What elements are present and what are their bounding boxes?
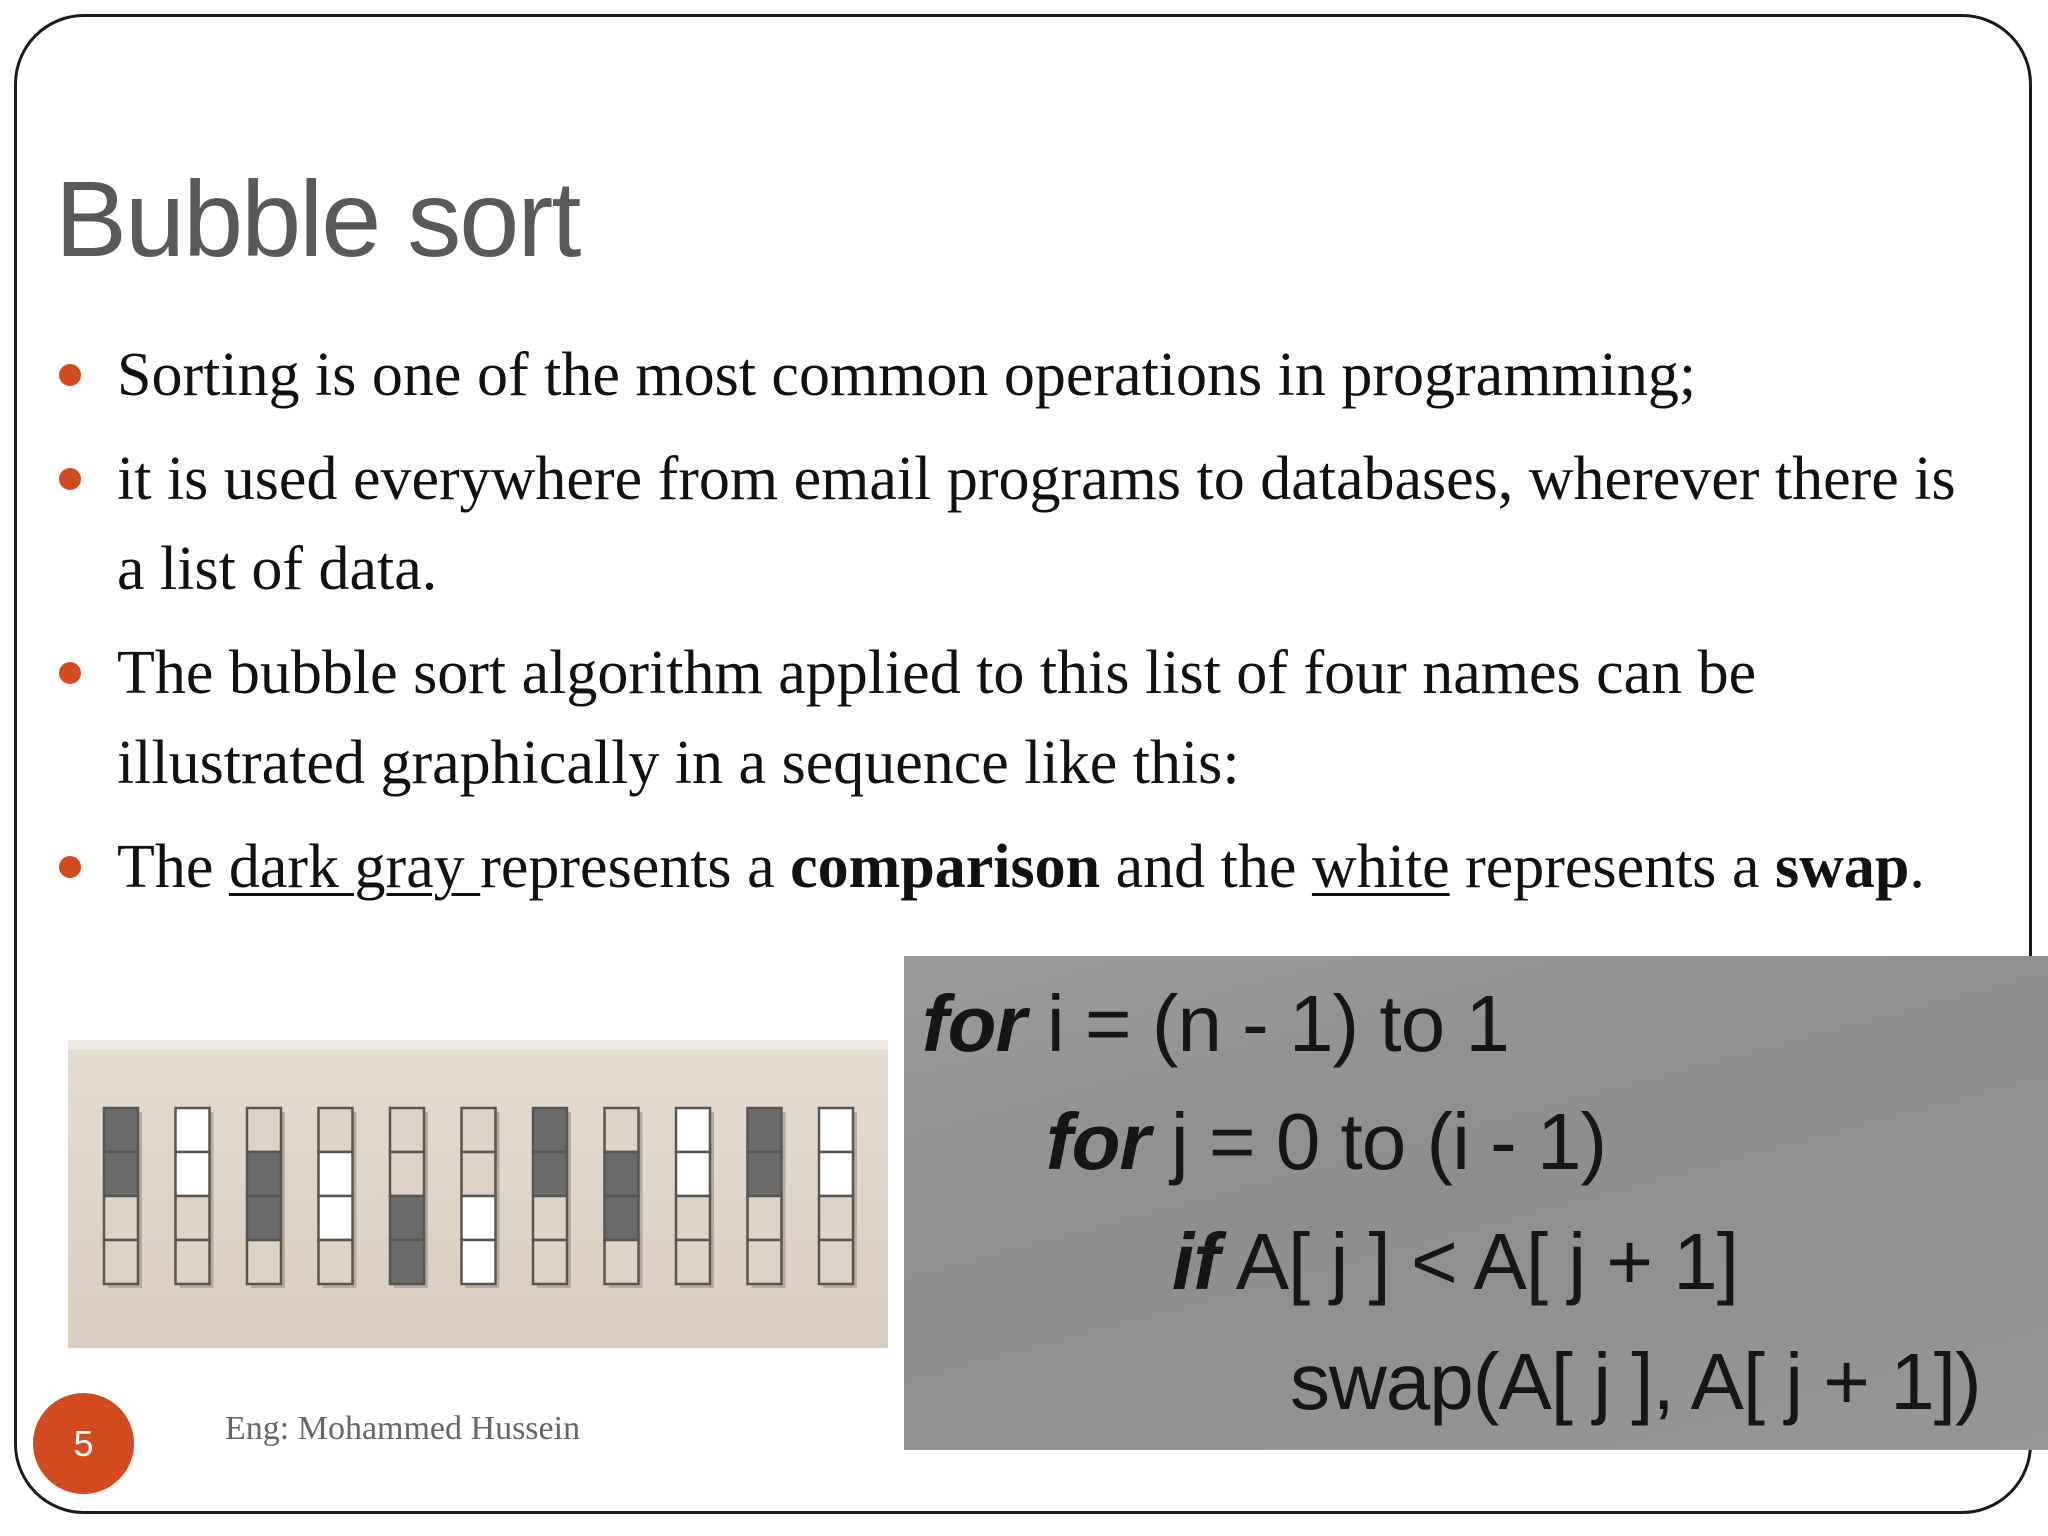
sort-columns-graphic <box>68 1050 888 1348</box>
sort-column <box>605 1108 643 1288</box>
sort-cell-plain <box>104 1240 138 1284</box>
sort-column <box>319 1108 357 1288</box>
sort-cell-plain <box>104 1196 138 1240</box>
sort-cell-white <box>319 1196 353 1240</box>
bullet-item <box>55 434 1985 614</box>
sort-cell-plain <box>676 1240 710 1284</box>
sort-cell-white <box>676 1152 710 1196</box>
sort-cell-plain <box>390 1108 424 1152</box>
sort-cell-plain <box>319 1108 353 1152</box>
sort-column <box>104 1108 142 1288</box>
comparison-term: comparison <box>790 833 1101 901</box>
bullet-item <box>55 822 1985 912</box>
sort-cell-dark <box>748 1108 782 1152</box>
sort-column <box>533 1108 571 1288</box>
bullet-item <box>55 330 1985 420</box>
sort-cell-dark <box>533 1152 567 1196</box>
sort-cell-white <box>319 1152 353 1196</box>
bullet-dot-icon <box>59 856 81 878</box>
code-line-1 <box>922 978 1509 1070</box>
bullet-text: Sorting is one of the most common operations in programming; <box>117 341 1697 409</box>
sort-cell-dark <box>104 1152 138 1196</box>
sort-cell-dark <box>605 1152 639 1196</box>
sort-cell-plain <box>533 1240 567 1284</box>
code-text: A[ j ] < A[ j + 1] <box>1218 1217 1738 1306</box>
bullet-dot-icon <box>59 468 81 490</box>
sort-cell-dark <box>247 1152 281 1196</box>
code-keyword: if <box>1172 1217 1219 1306</box>
code-text: j = 0 to (i - 1) <box>1149 1097 1607 1186</box>
sort-cell-white <box>819 1108 853 1152</box>
slide-title: Bubble sort <box>55 158 580 279</box>
sort-cell-plain <box>605 1240 639 1284</box>
page-number-badge: 5 <box>33 1393 134 1494</box>
sort-cell-dark <box>104 1108 138 1152</box>
sort-cell-white <box>676 1108 710 1152</box>
sort-cell-plain <box>819 1240 853 1284</box>
code-line-2 <box>1046 1096 1606 1188</box>
sort-cell-dark <box>247 1196 281 1240</box>
sort-cell-plain <box>533 1196 567 1240</box>
footer-author: Eng: Mohammed Hussein <box>225 1410 581 1447</box>
sort-cell-plain <box>247 1108 281 1152</box>
white-term: white <box>1311 833 1450 901</box>
bullet-text-part: represents a <box>480 833 791 901</box>
code-line-3 <box>1172 1216 1738 1308</box>
bullet-dot-icon <box>59 364 81 386</box>
sort-cell-dark <box>605 1196 639 1240</box>
sort-cell-plain <box>176 1196 210 1240</box>
bullet-dot-icon <box>59 662 81 684</box>
sort-cell-plain <box>676 1196 710 1240</box>
bubble-sort-illustration <box>68 1040 888 1348</box>
sort-cell-white <box>176 1152 210 1196</box>
sort-column <box>176 1108 214 1288</box>
swap-term: swap <box>1774 833 1910 901</box>
sort-cell-plain <box>819 1196 853 1240</box>
bullet-text-part: represents a <box>1449 833 1775 901</box>
bullet-text: The bubble sort algorithm applied to this list of four names can be illustrated graphically in a sequence like this: <box>117 639 1757 797</box>
sort-cell-plain <box>390 1152 424 1196</box>
sort-cell-white <box>462 1240 496 1284</box>
code-keyword: for <box>1046 1097 1150 1186</box>
sort-cell-dark <box>390 1240 424 1284</box>
sort-cell-white <box>819 1152 853 1196</box>
sort-cell-dark <box>533 1108 567 1152</box>
sort-cell-plain <box>605 1108 639 1152</box>
sort-cell-dark <box>748 1152 782 1196</box>
code-text: swap(A[ j ], A[ j + 1]) <box>1290 1337 1981 1426</box>
bullet-text-part: The <box>117 833 229 901</box>
dark-gray-term: dark gray <box>228 833 481 901</box>
sort-cell-plain <box>319 1240 353 1284</box>
sort-column <box>247 1108 285 1288</box>
sort-cell-plain <box>462 1108 496 1152</box>
code-keyword: for <box>922 979 1026 1068</box>
sort-column <box>462 1108 500 1288</box>
sort-column <box>390 1108 428 1288</box>
code-line-4 <box>1290 1336 1981 1428</box>
sort-cell-plain <box>748 1196 782 1240</box>
bullet-text-part: . <box>1909 833 1925 901</box>
sort-cell-plain <box>247 1240 281 1284</box>
bullet-text: it is used everywhere from email programs to databases, wherever there is a list of data. <box>117 445 1956 603</box>
sort-column <box>819 1108 857 1288</box>
pseudocode-image <box>904 956 2048 1450</box>
bullet-list <box>55 330 1985 926</box>
bullet-text-part: and the <box>1100 833 1312 901</box>
sort-cell-plain <box>176 1240 210 1284</box>
code-text: i = (n - 1) to 1 <box>1025 979 1509 1068</box>
sort-cell-plain <box>462 1152 496 1196</box>
sort-cell-white <box>462 1196 496 1240</box>
bullet-item <box>55 628 1985 808</box>
sort-cell-plain <box>748 1240 782 1284</box>
sort-column <box>676 1108 714 1288</box>
sort-column <box>748 1108 786 1288</box>
sort-cell-dark <box>390 1196 424 1240</box>
sort-cell-white <box>176 1108 210 1152</box>
